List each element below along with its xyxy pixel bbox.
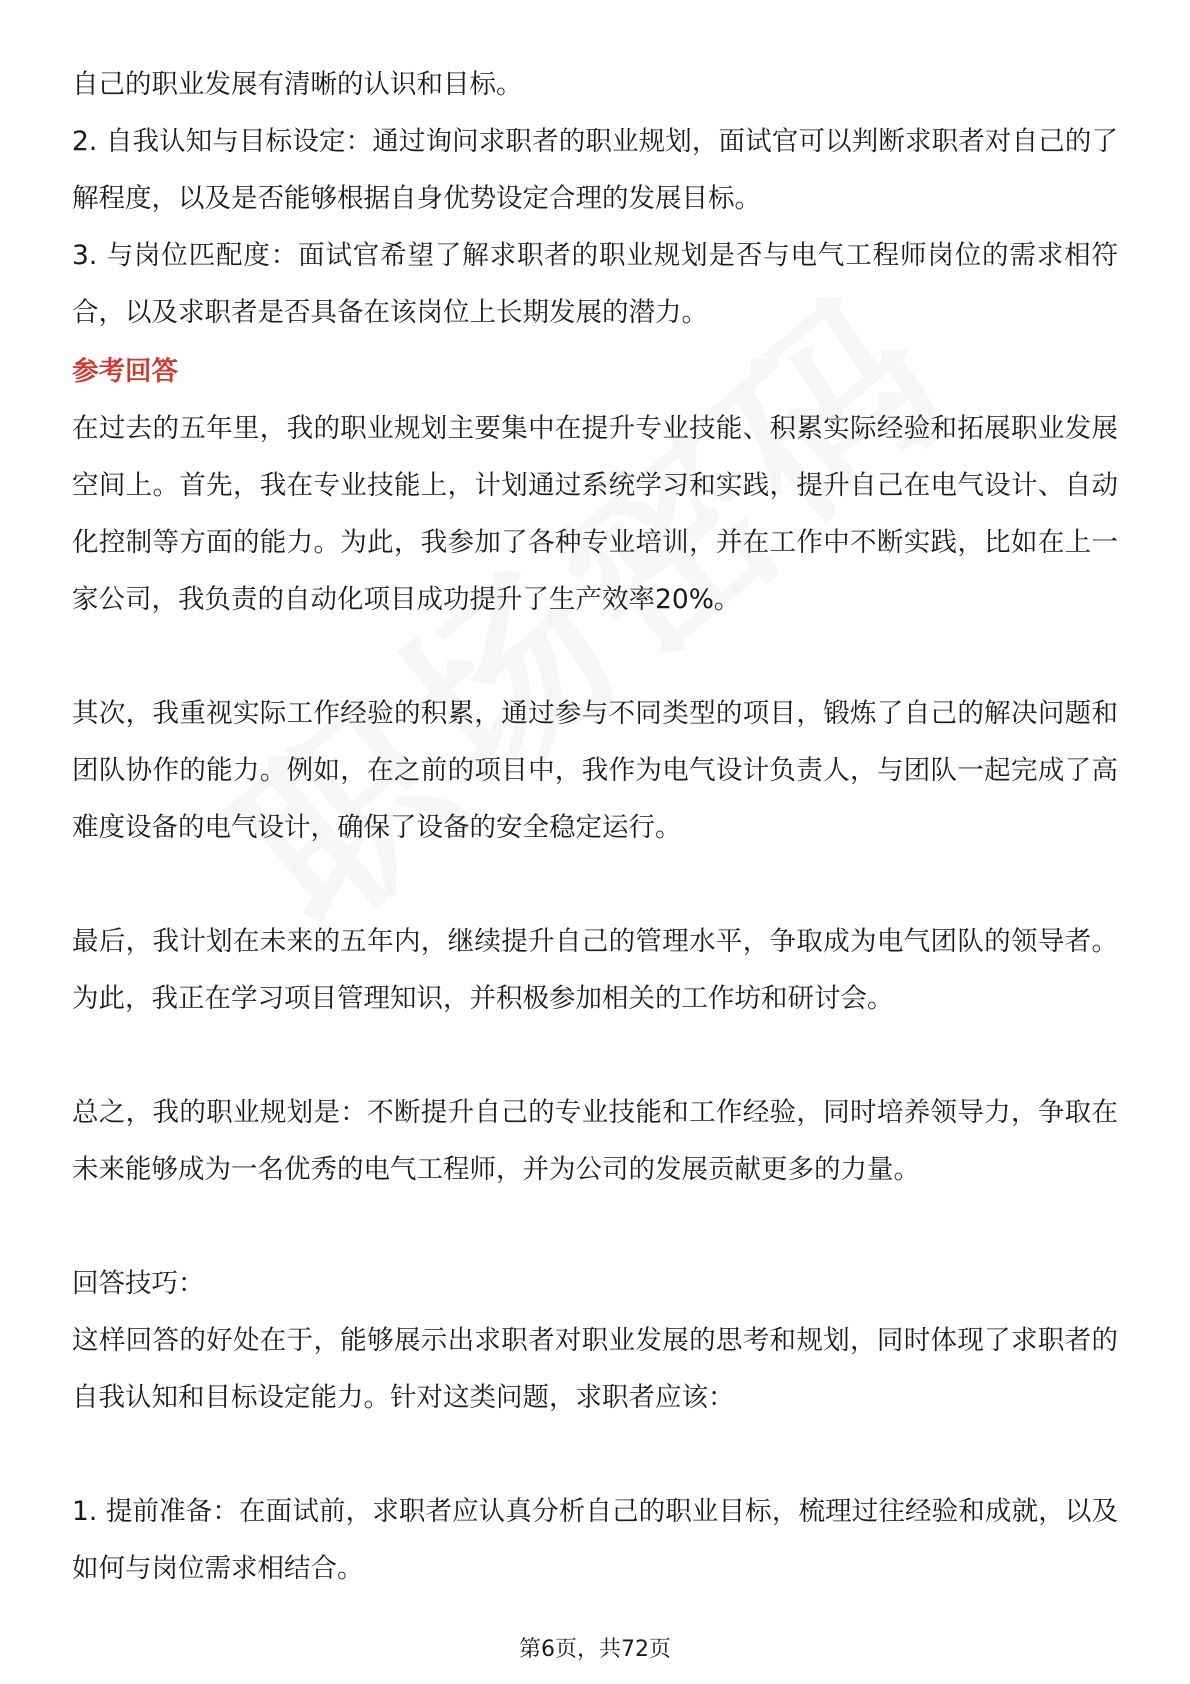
reference-heading: 参考回答: [72, 356, 178, 387]
intro-line: 自己的职业发展有清晰的认识和目标。: [72, 69, 523, 100]
reference-paragraph-1: 在过去的五年里，我的职业规划主要集中在提升专业技能、积累实际经验和拓展职业发展空间上。首先，我在专业技能上，计划通过系统学习和实践，提升自己在电气设计、自动化控制等方面的能力。为此，我参加了各种专业培训，并在工作中不断实践，比如在上一家公司，我负责的自动化项目成功提升了生产效率20%。: [72, 413, 1118, 615]
paragraph-gap: [72, 1426, 1118, 1483]
paragraph-gap: [72, 1027, 1118, 1084]
reference-paragraph-2: 其次，我重视实际工作经验的积累，通过参与不同类型的项目，锻炼了自己的解决问题和团队协作的能力。例如，在之前的项目中，我作为电气设计负责人，与团队一起完成了高难度设备的电气设计，确保了设备的安全稳定运行。: [72, 698, 1118, 843]
tips-paragraph-1: 这样回答的好处在于，能够展示出求职者对职业发展的思考和规划，同时体现了求职者的自我认知和目标设定能力。针对这类问题，求职者应该：: [72, 1325, 1118, 1413]
paragraph-gap: [72, 628, 1118, 685]
page-number: 第6页，共72页: [519, 1637, 671, 1662]
paragraph-gap: [72, 856, 1118, 913]
paragraph-gap: [72, 1198, 1118, 1255]
reference-paragraph-4: 总之，我的职业规划是：不断提升自己的专业技能和工作经验，同时培养领导力，争取在未来能够成为一名优秀的电气工程师，并为公司的发展贡献更多的力量。: [72, 1097, 1118, 1185]
document-page: [72, 56, 1118, 1597]
intro-point-3: 3. 与岗位匹配度：面试官希望了解求职者的职业规划是否与电气工程师岗位的需求相符合，以及求职者是否具备在该岗位上长期发展的潜力。: [72, 240, 1118, 328]
tips-heading: 回答技巧：: [72, 1268, 205, 1299]
reference-paragraph-3: 最后，我计划在未来的五年内，继续提升自己的管理水平，争取成为电气团队的领导者。为此，我正在学习项目管理知识，并积极参加相关的工作坊和研讨会。: [72, 926, 1118, 1014]
intro-point-2: 2. 自我认知与目标设定：通过询问求职者的职业规划，面试官可以判断求职者对自己的了解程度，以及是否能够根据自身优势设定合理的发展目标。: [72, 126, 1118, 214]
tips-point-1: 1. 提前准备：在面试前，求职者应认真分析自己的职业目标，梳理过往经验和成就，以及如何与岗位需求相结合。: [72, 1496, 1118, 1584]
